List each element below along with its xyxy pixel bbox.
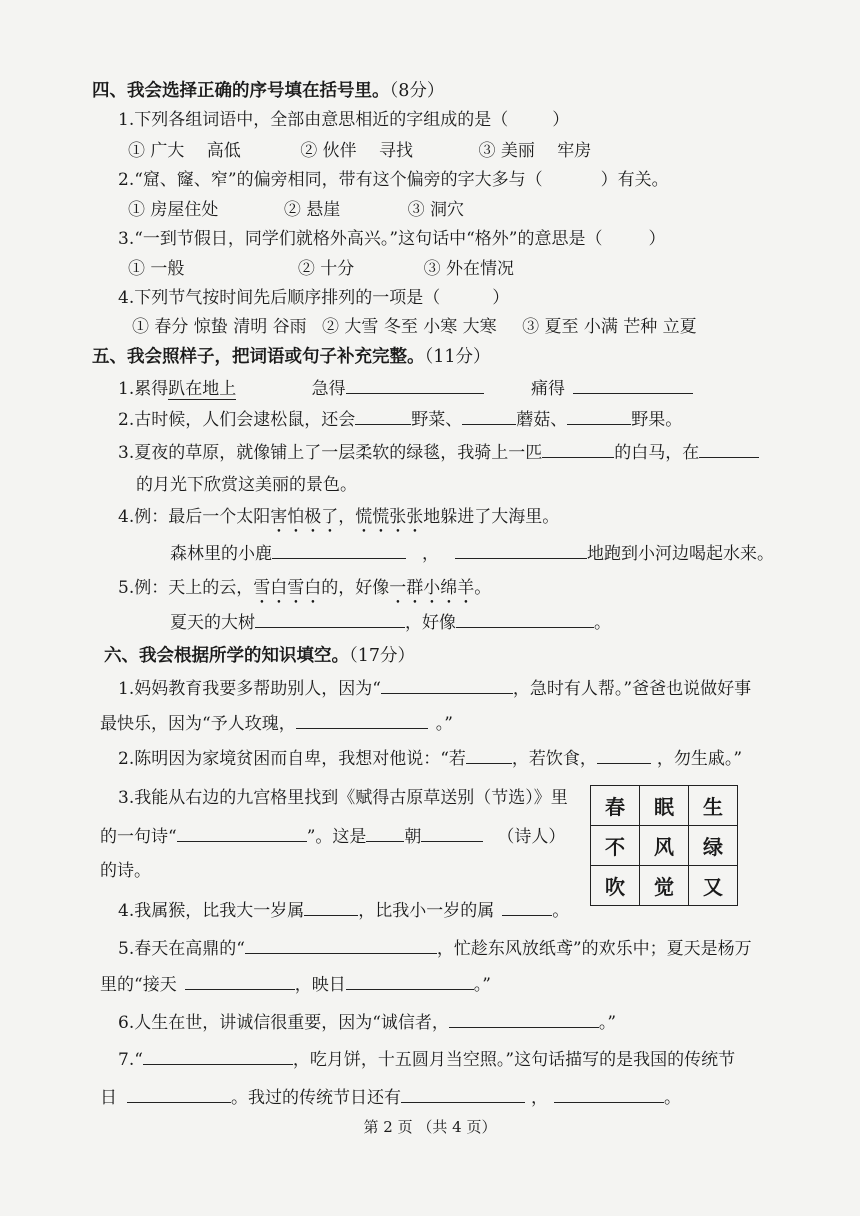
section-4-title <box>92 80 444 102</box>
s4-q1-option-2: ② 伙伴 寻找 <box>300 141 414 161</box>
s6-q7-blank-4[interactable] <box>554 1085 664 1103</box>
s4-q2-option-3: ③ 洞穴 <box>407 200 465 220</box>
s4-q1-options <box>128 140 591 162</box>
s6-q3-cont2 <box>100 860 151 882</box>
s5-q4-dotted-2: 慌慌张张 <box>355 507 424 527</box>
grid-cell: 风 <box>640 826 689 866</box>
s6-q2-blank-2[interactable] <box>597 746 651 764</box>
s5-q5-line2-text-b: ，好像 <box>405 613 456 633</box>
s6-q1-text-d: 。” <box>435 714 453 734</box>
s4-q1-option-1: ① 广大 高低 <box>128 141 241 161</box>
s6-q6-text-b: 。” <box>598 1013 617 1033</box>
s6-q5-text-d: ，映日 <box>294 975 346 995</box>
s5-q5-blank-2[interactable] <box>456 610 594 628</box>
s5-q4-line2-text-c: 地跑到小河边喝起水来。 <box>587 544 774 564</box>
grid-cell: 吹 <box>591 866 640 906</box>
s6-q1-blank-1[interactable] <box>381 676 513 694</box>
s6-q3-blank-poet[interactable] <box>421 824 483 842</box>
s6-q6-text-a: 6.人生在世，讲诚信很重要，因为“诚信者， <box>118 1013 449 1033</box>
s5-q1-prefix: 1.累得 <box>118 379 169 399</box>
s6-q5-text-c: 里的“接天 <box>100 975 177 995</box>
s5-q5-dotted-1: 雪白雪白 <box>253 578 322 598</box>
s4-q4-options <box>132 316 697 338</box>
s6-q6-blank-1[interactable] <box>449 1010 599 1028</box>
s6-q4-text-a: 4.我属猴，比我大一岁属 <box>118 901 305 921</box>
s6-q7 <box>118 1047 735 1071</box>
s5-q3-text-c: 的月光下欣赏这美丽的景色。 <box>136 475 357 495</box>
s4-q2-option-1: ① 房屋住处 <box>128 200 219 220</box>
s6-q3-text-a: 3.我能从右边的九宫格里找到《赋得古原草送别（节选）》里 <box>118 788 568 808</box>
s5-q5-text-b: 的，好像 <box>321 578 390 598</box>
s5-q4-line2-text-b: ， <box>422 544 439 564</box>
s6-q7-blank-3[interactable] <box>401 1085 525 1103</box>
section-5-score: （11分） <box>424 347 491 367</box>
s4-q1 <box>118 109 569 131</box>
s4-q3-option-2: ② 十分 <box>297 259 355 279</box>
s5-q4-fill <box>170 541 774 565</box>
s4-q1-text: 1.下列各组词语中，全部由意思相近的字组成的是（ <box>118 110 509 130</box>
s6-q3-text-f: 的诗。 <box>100 861 151 881</box>
s6-q7-cont <box>100 1085 681 1109</box>
s5-q2-text-c: 蘑菇、 <box>516 410 568 430</box>
s6-q7-text-c: 日 <box>100 1088 117 1108</box>
grid-cell: 又 <box>689 866 738 906</box>
section-5-title-text: 五、我会照样子，把词语或句子补充完整。 <box>92 347 425 367</box>
s5-q2-blank-1[interactable] <box>355 407 411 425</box>
s5-q1-blank-c[interactable] <box>573 376 693 394</box>
s6-q4-blank-2[interactable] <box>502 898 552 916</box>
s6-q1-text-b: ，急时有人帮。”爸爸也说做好事 <box>512 679 752 699</box>
s5-q3-blank-1[interactable] <box>542 440 614 458</box>
s6-q5-text-a: 5.春天在高鼎的“ <box>118 939 245 959</box>
s4-q1-end: ） <box>552 110 570 130</box>
s4-q3-options <box>128 258 514 280</box>
s6-q7-text-e: ， <box>531 1088 548 1108</box>
s4-q4 <box>118 287 509 309</box>
s6-q7-blank-2[interactable] <box>127 1085 231 1103</box>
s6-q3-text-e: （诗人） <box>497 827 566 847</box>
s5-q2 <box>118 407 682 431</box>
s5-q3-blank-2[interactable] <box>699 440 759 458</box>
s5-q5-line2-text-c: 。 <box>594 613 611 633</box>
s6-q5-text-b: ，忙趁东风放纸鸢”的欢乐中；夏天是杨万 <box>436 939 752 959</box>
s6-q4-text-c: 。 <box>552 901 570 921</box>
s5-q1 <box>118 376 693 400</box>
section-5-title <box>92 346 491 368</box>
s5-q5-line2-text-a: 夏天的大树 <box>170 613 255 633</box>
s5-q2-blank-3[interactable] <box>567 407 631 425</box>
grid-cell: 不 <box>591 826 640 866</box>
s5-q4-text-c: 地躲进了大海里。 <box>423 507 560 527</box>
s5-q4-example <box>118 506 559 537</box>
s6-q3-text-d: 朝 <box>404 827 422 847</box>
s6-q5-blank-3[interactable] <box>346 972 474 990</box>
s5-q5-blank-1[interactable] <box>255 610 405 628</box>
nine-grid <box>590 785 738 906</box>
s5-q1-label-c: 痛得 <box>531 379 566 399</box>
s4-q2 <box>118 169 669 191</box>
s6-q2-text-b: ，若饮食， <box>511 749 597 769</box>
s4-q4-option-1: ① 春分 惊蛰 清明 谷雨 <box>132 317 307 337</box>
grid-cell: 绿 <box>689 826 738 866</box>
s4-q2-text: 2.“窟、窿、窄”的偏旁相同，带有这个偏旁的字大多与（ <box>118 170 543 190</box>
s6-q2 <box>118 746 742 770</box>
s6-q2-text-a: 2.陈明因为家境贫困而自卑，我想对他说：“若 <box>118 749 466 769</box>
s5-q2-blank-2[interactable] <box>462 407 516 425</box>
s5-q1-example: 趴在地上 <box>168 379 237 399</box>
s6-q1-text-a: 1.妈妈教育我要多帮助别人，因为“ <box>118 679 381 699</box>
s5-q4-text-b: ， <box>338 507 356 527</box>
s6-q7-blank-1[interactable] <box>143 1047 293 1065</box>
s4-q4-option-3: ③ 夏至 小满 芒种 立夏 <box>522 317 697 337</box>
s4-q4-text: 4.下列节气按时间先后顺序排列的一项是（ <box>118 288 441 308</box>
s5-q3 <box>118 440 759 464</box>
s5-q2-text-b: 野菜、 <box>411 410 463 430</box>
s5-q2-text-d: 野果。 <box>631 410 683 430</box>
s6-q3-cont <box>100 824 565 848</box>
s6-q5 <box>118 936 752 960</box>
s5-q5-dotted-2: 一群小绵羊 <box>389 578 475 598</box>
s6-q4-text-b: ，比我小一岁的属 <box>358 901 495 921</box>
s4-q1-option-3: ③ 美丽 牢房 <box>478 141 592 161</box>
grid-cell: 觉 <box>640 866 689 906</box>
s6-q1-cont <box>100 711 453 735</box>
page-footer: 第 2 页 （共 4 页） <box>363 1118 497 1136</box>
s6-q3-text-b: 的一句诗“ <box>100 827 177 847</box>
section-6-title-text: 六、我会根据所学的知识填空。 <box>104 646 349 666</box>
grid-cell: 春 <box>591 786 640 826</box>
s6-q7-text-b: ，吃月饼，十五圆月当空照。”这句话描写的是我国的传统节 <box>292 1050 736 1070</box>
s5-q3-cont <box>136 474 357 496</box>
s6-q5-blank-2[interactable] <box>185 972 295 990</box>
s6-q1 <box>118 676 751 700</box>
s6-q1-blank-2[interactable] <box>296 711 428 729</box>
section-4-title-text: 四、我会选择正确的序号填在括号里。 <box>92 81 390 101</box>
s5-q5-fill <box>170 610 611 634</box>
s5-q4-blank-2[interactable] <box>455 541 587 559</box>
section-6-score: （17分） <box>349 646 416 666</box>
s5-q3-text-b: 的白马，在 <box>614 443 700 463</box>
s6-q3-blank-poem[interactable] <box>177 824 307 842</box>
s4-q3-option-1: ① 一般 <box>128 259 185 279</box>
s6-q6 <box>118 1010 616 1034</box>
s6-q7-text-f: 。 <box>664 1088 681 1108</box>
section-6-title <box>104 645 415 667</box>
s4-q2-end: ）有关。 <box>600 170 669 190</box>
s4-q4-end: ） <box>492 288 510 308</box>
s5-q3-text-a: 3.夏夜的草原，就像铺上了一层柔软的绿毯，我骑上一匹 <box>118 443 543 463</box>
grid-cell: 生 <box>689 786 738 826</box>
grid-cell: 眠 <box>640 786 689 826</box>
s5-q2-text-a: 2.古时候，人们会逮松鼠，还会 <box>118 410 356 430</box>
s5-q5-text-c: 。 <box>474 578 492 598</box>
s5-q1-label-b: 急得 <box>311 379 346 399</box>
s5-q5-text-a: 5.例：天上的云， <box>118 578 254 598</box>
s5-q5-example <box>118 577 491 608</box>
s5-q4-blank-1[interactable] <box>272 541 406 559</box>
s4-q4-option-2: ② 大雪 冬至 小寒 大寒 <box>322 317 497 337</box>
s6-q1-text-c: 最快乐，因为“予人玫瑰， <box>100 714 296 734</box>
s4-q3-end: ） <box>648 229 666 249</box>
s6-q5-blank-1[interactable] <box>245 936 437 954</box>
s5-q4-line2-text-a: 森林里的小鹿 <box>170 544 272 564</box>
s6-q3-blank-dynasty[interactable] <box>366 824 404 842</box>
s6-q3-text-c: ”。这是 <box>306 827 367 847</box>
s4-q2-option-2: ② 悬崖 <box>283 200 341 220</box>
s4-q3-option-3: ③ 外在情况 <box>423 259 515 279</box>
s4-q2-options <box>128 199 464 221</box>
s6-q5-text-e: 。” <box>473 975 491 995</box>
s6-q5-cont <box>100 972 491 996</box>
s6-q4-blank-1[interactable] <box>304 898 358 916</box>
s5-q4-dotted-1: 害怕极了 <box>270 507 339 527</box>
s4-q3 <box>118 228 665 250</box>
s5-q1-blank-b[interactable] <box>346 376 484 394</box>
s5-q4-text-a: 4.例：最后一个太阳 <box>118 507 271 527</box>
s6-q3 <box>118 787 568 809</box>
s6-q2-blank-1[interactable] <box>466 746 512 764</box>
s6-q2-text-c: ，勿生戚。” <box>656 749 743 769</box>
s4-q3-text: 3.“一到节假日，同学们就格外高兴。”这句话中“格外”的意思是（ <box>118 229 603 249</box>
s6-q4 <box>118 898 569 922</box>
s6-q7-text-d: 。我过的传统节日还有 <box>231 1088 401 1108</box>
section-4-score: （8分） <box>389 81 445 101</box>
s6-q7-text-a: 7.“ <box>118 1050 143 1070</box>
